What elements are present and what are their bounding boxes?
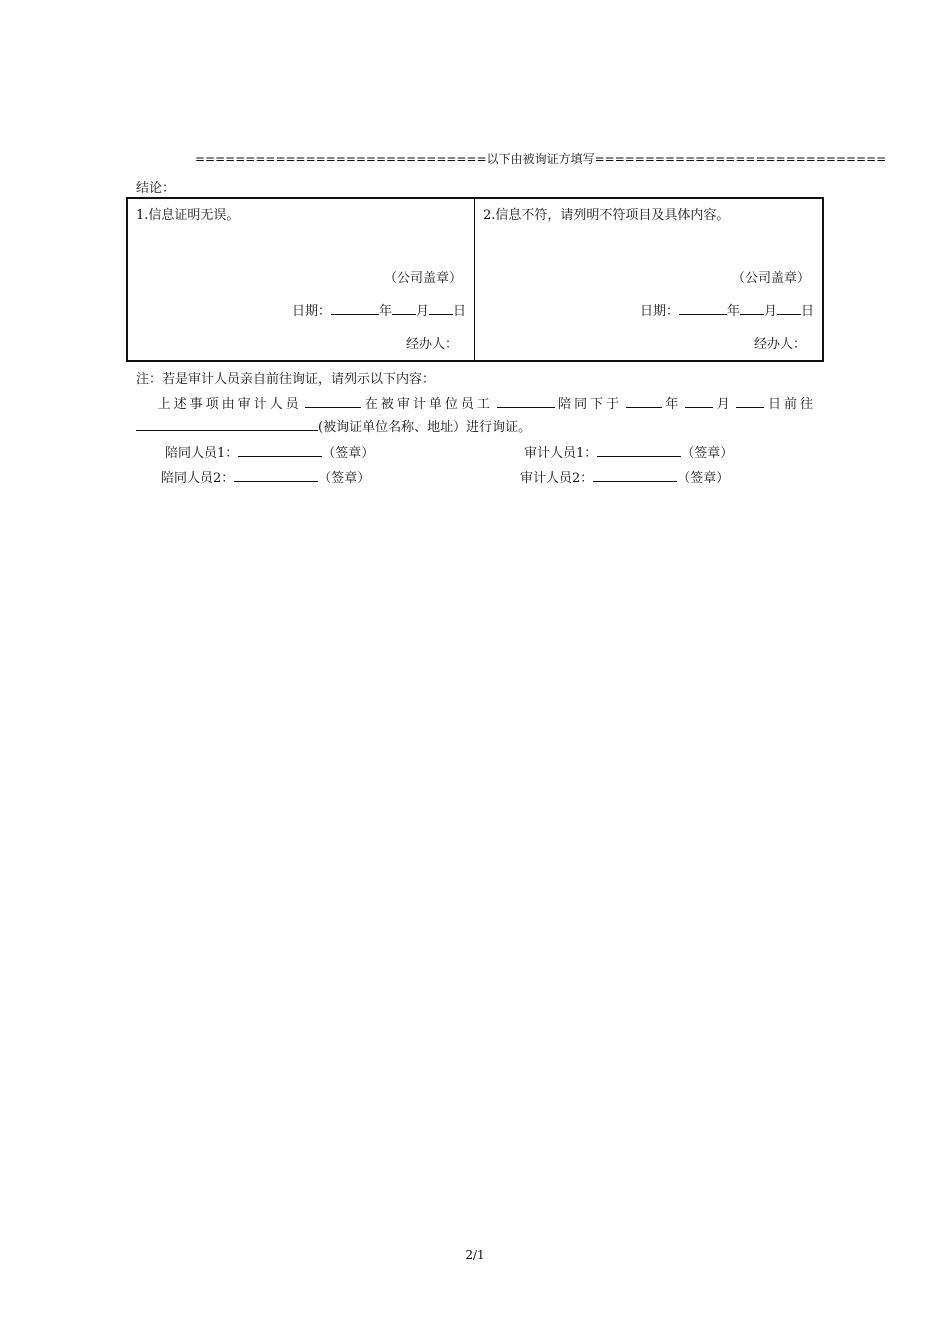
day-blank[interactable] — [777, 302, 801, 315]
seal-label: （签章） — [322, 446, 375, 461]
day-label: 日 — [452, 304, 466, 319]
year-label: 年 — [726, 304, 740, 319]
year-blank[interactable] — [679, 302, 727, 315]
seal-label: （签章） — [677, 471, 730, 486]
seal-label: （签章） — [681, 446, 734, 461]
signature-label: 审计人员2： — [520, 471, 594, 486]
date-label: 日期： — [639, 304, 679, 319]
seal-label: （签章） — [318, 471, 371, 486]
signature-blank[interactable] — [597, 444, 681, 457]
cell-heading-correct: 1.信息证明无误。 — [136, 208, 240, 223]
auditor2-signature — [520, 467, 729, 486]
signature-label: 陪同人员1： — [165, 446, 239, 461]
companion1-signature — [165, 442, 374, 461]
statement-segment: 在被审计单位员工 — [364, 397, 493, 412]
conclusion-table — [126, 197, 824, 362]
month-label: 月 — [763, 304, 777, 319]
signature-blank[interactable] — [234, 469, 318, 482]
entity-address-blank[interactable] — [136, 418, 318, 431]
section-separator: =============================以下由被询证方填写============================= — [195, 152, 887, 166]
statement-segment: 年 — [665, 397, 682, 412]
visit-statement-line1 — [136, 393, 816, 412]
day-blank[interactable] — [429, 302, 453, 315]
note-text: 注：若是审计人员亲自前往询证，请列示以下内容： — [136, 372, 436, 387]
conclusion-cell-correct — [128, 199, 475, 360]
month-label: 月 — [415, 304, 429, 319]
year-label: 年 — [378, 304, 392, 319]
cell-heading-mismatch: 2.信息不符，请列明不符项目及具体内容。 — [483, 208, 730, 223]
statement-segment: 陪同下于 — [558, 397, 623, 412]
year-blank[interactable] — [331, 302, 379, 315]
year-blank[interactable] — [626, 395, 662, 408]
handler-label: 经办人： — [753, 337, 806, 352]
conclusion-label: 结论： — [136, 181, 176, 196]
statement-suffix: (被询证单位名称、地址）进行询证。 — [318, 420, 532, 435]
date-line — [292, 300, 466, 319]
companion2-signature — [161, 467, 370, 486]
signature-label: 陪同人员2： — [161, 471, 235, 486]
handler-label: 经办人： — [405, 337, 458, 352]
auditor1-signature — [524, 442, 733, 461]
date-line — [640, 300, 814, 319]
month-blank[interactable] — [392, 302, 416, 315]
statement-segment: 月 — [716, 397, 733, 412]
auditor-name-blank[interactable] — [305, 395, 361, 408]
conclusion-cell-mismatch — [475, 199, 822, 360]
signature-blank[interactable] — [238, 444, 322, 457]
company-stamp-label: （公司盖章） — [731, 271, 810, 286]
month-blank[interactable] — [740, 302, 764, 315]
date-label: 日期： — [291, 304, 331, 319]
statement-segment: 日前往 — [767, 397, 816, 412]
signature-blank[interactable] — [593, 469, 677, 482]
statement-segment: 上述事项由审计人员 — [157, 397, 302, 412]
staff-name-blank[interactable] — [497, 395, 555, 408]
page-number: 2/1 — [465, 1248, 485, 1262]
company-stamp-label: （公司盖章） — [383, 271, 462, 286]
day-label: 日 — [800, 304, 814, 319]
month-blank[interactable] — [685, 395, 713, 408]
signature-label: 审计人员1： — [524, 446, 598, 461]
visit-statement-line2 — [136, 416, 531, 435]
day-blank[interactable] — [736, 395, 764, 408]
